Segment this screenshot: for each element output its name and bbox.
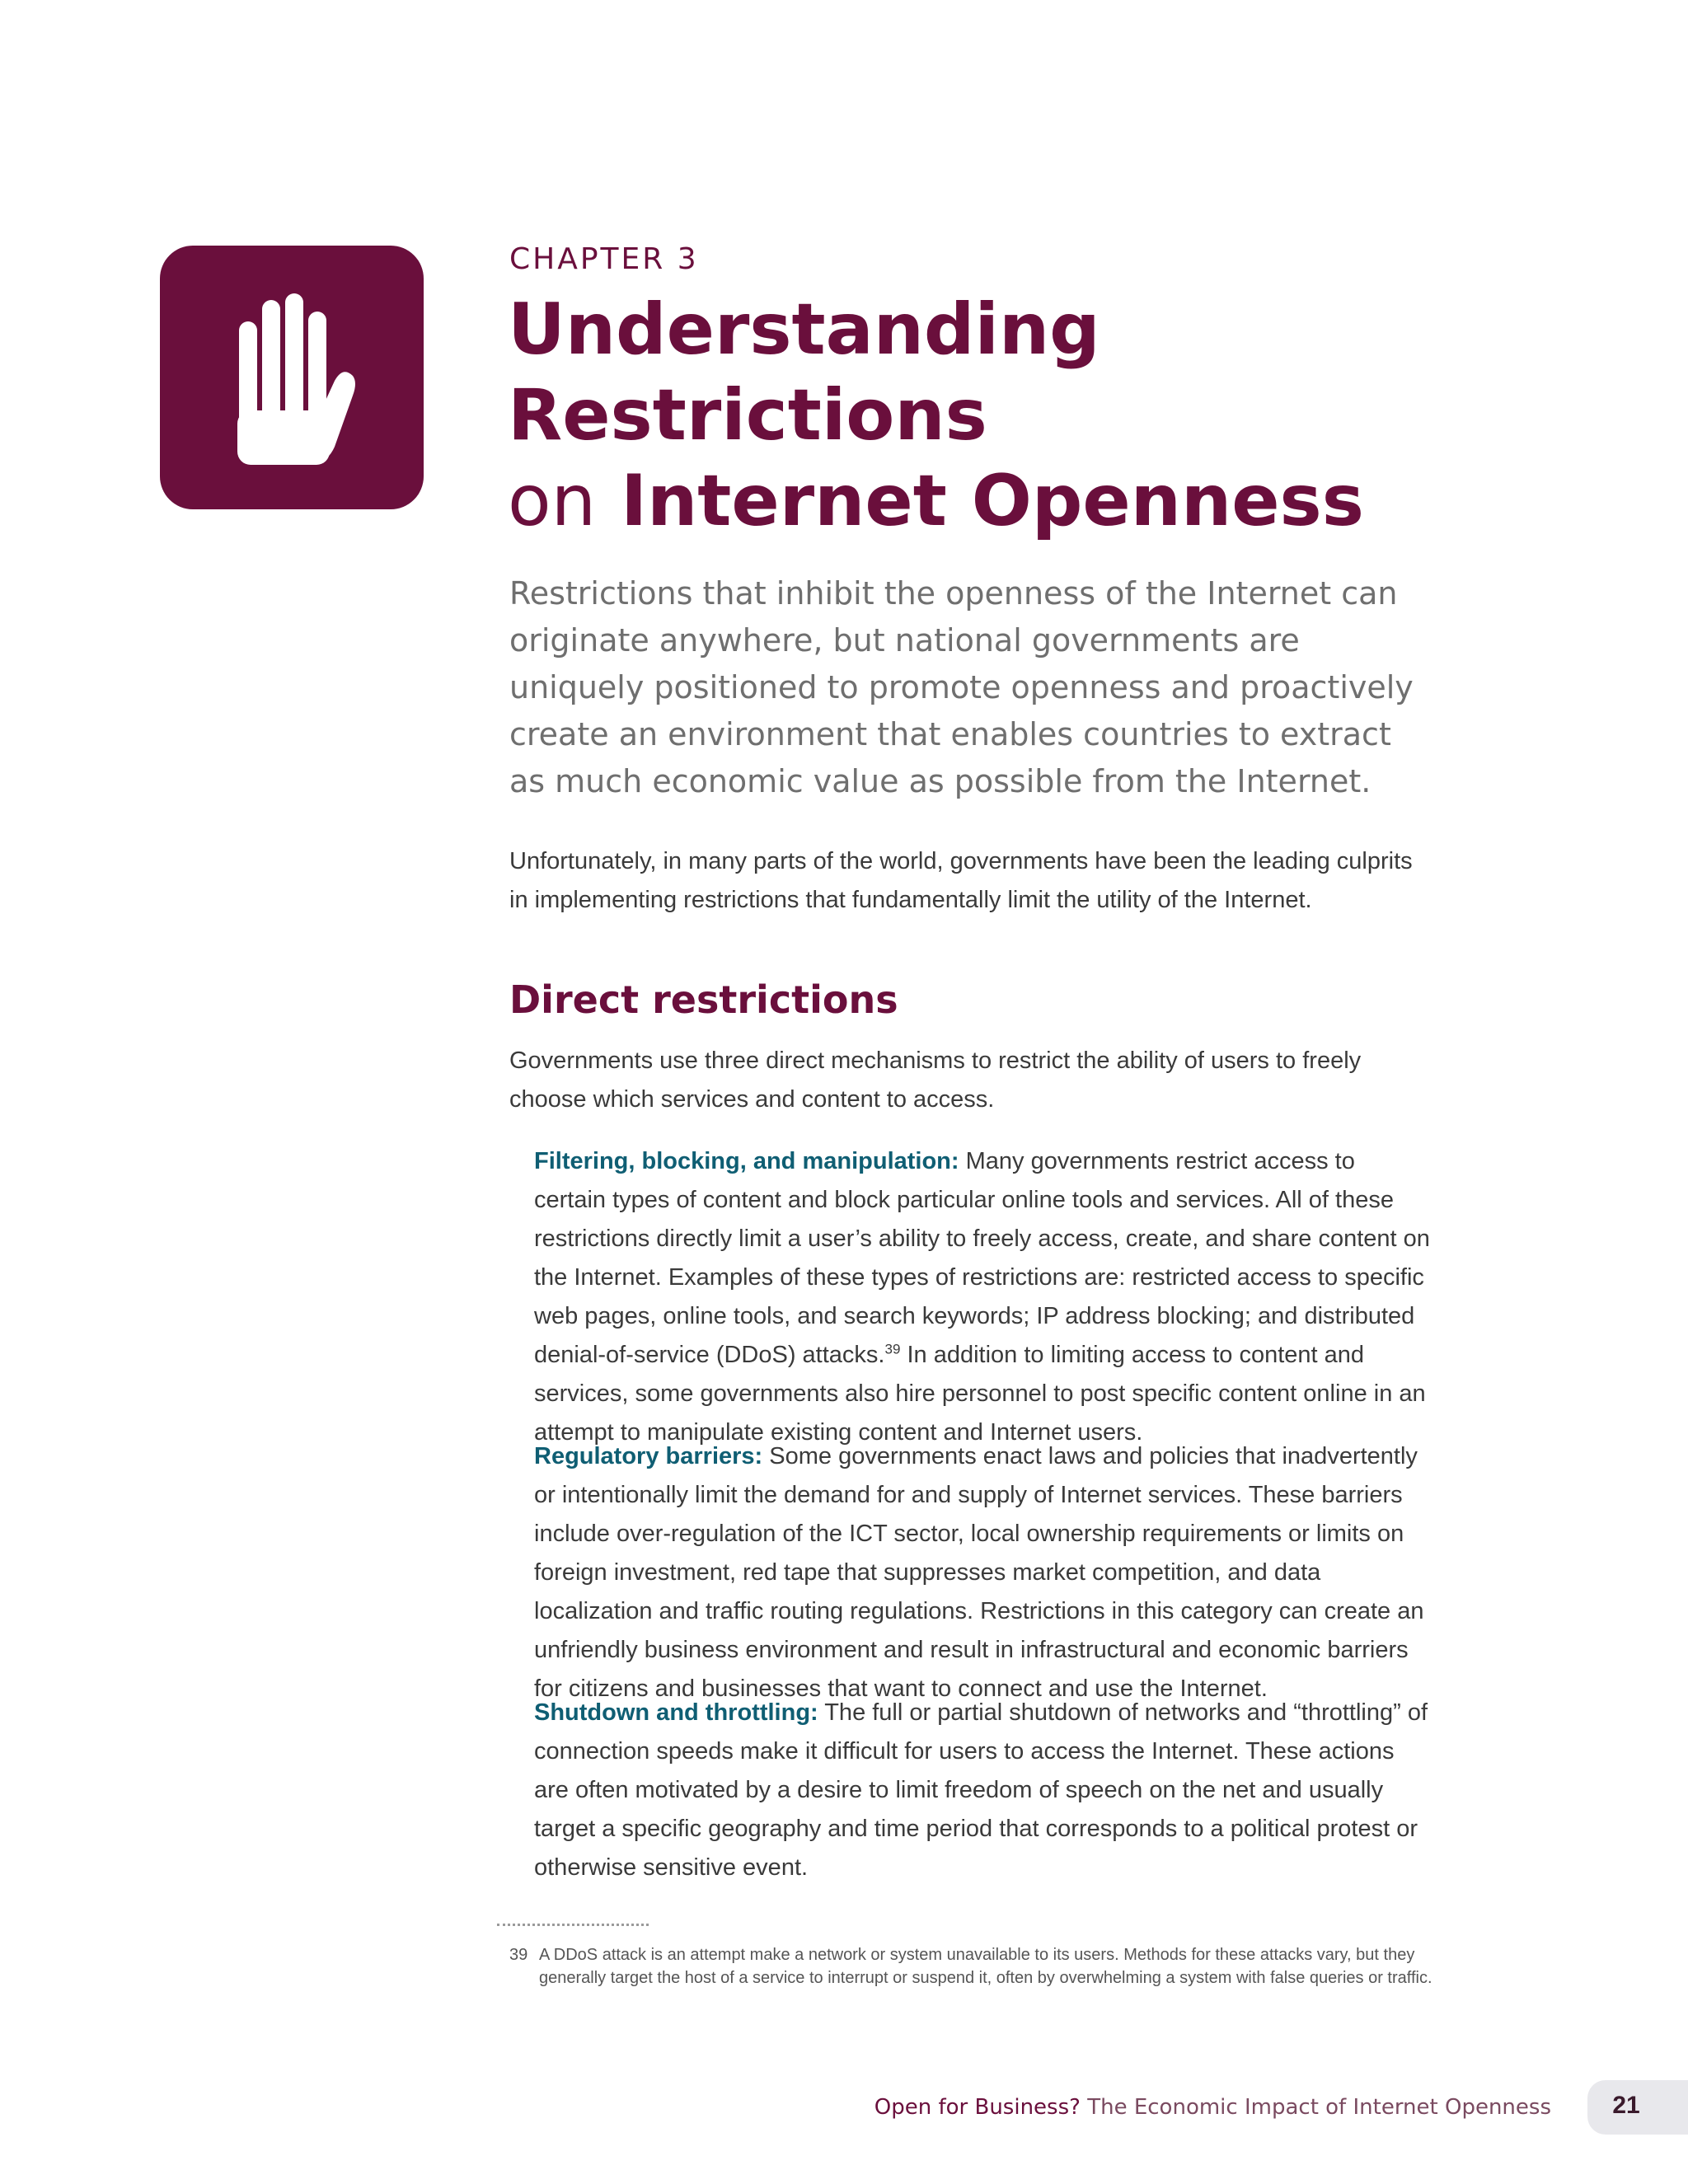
restriction-item-regulatory [534, 1437, 1431, 1708]
item-text: Some governments enact laws and policies that inadvertently or intentionally limit the demand for and supply of Internet services. These barriers include over-regulation of the ICT sector, local ownership requirements or limits on foreign investment, red tape that suppresses market competition, and data localization and traffic routing regulations. Restrictions in this category can create an unfriendly business environment and result in infrastructural and economic barriers for citizens and businesses that want to connect and use the Internet. [534, 1443, 1424, 1702]
intro-paragraph: Unfortunately, in many parts of the world, governments have been the leading culprits in implementing restrictions that fundamentally limit the utility of the Internet. [509, 848, 1413, 913]
item-term: Shutdown and throttling: [534, 1699, 818, 1726]
footnote-number: 39 [509, 1946, 528, 1964]
footnote-divider [497, 1924, 649, 1926]
chapter-label: CHAPTER 3 [509, 242, 699, 276]
raised-hand-icon [160, 246, 424, 509]
page-number-tab [1587, 2080, 1688, 2135]
item-text-continued: In addition to limiting access to content and services, some governments also hire personnel to post specific content online in an attempt to manipulate existing content and Internet users. [534, 1342, 1426, 1446]
item-text: The full or partial shutdown of networks and “throttling” of connection speeds make it difficult for users to access the Internet. These actions are often motivated by a desire to limit freedom of speech on the net and usually target a specific geography and time period that corresponds to a political protest or otherwise sensitive event. [534, 1699, 1428, 1881]
footnote-text: A DDoS attack is an attempt make a network or system unavailable to its users. Methods for these attacks vary, but they generally target the host of a service to interrupt or suspend it, often by overwhelming a system with false queries or traffic. [539, 1946, 1432, 1987]
item-text: Many governments restrict access to certain types of content and block particular online tools and services. All of these restrictions directly limit a user’s ability to freely access, create, and share content on the Internet. Examples of these types of restrictions are: restricted access to specific web pages, online tools, and search keywords; IP address blocking; and distributed denial-of-service (DDoS) attacks. [534, 1148, 1430, 1368]
item-term: Regulatory barriers: [534, 1443, 763, 1469]
footer-subtitle: The Economic Impact of Internet Openness [1080, 2095, 1551, 2120]
footnote-ref[interactable]: 39 [884, 1341, 901, 1357]
section-intro: Governments use three direct mechanisms to restrict the ability of users to freely choose which services and content to access. [509, 1047, 1362, 1113]
restriction-item-filtering [534, 1142, 1431, 1452]
chapter-icon-tile [160, 246, 424, 509]
chapter-title [508, 287, 1497, 544]
chapter-title-line1: Understanding Restrictions [508, 288, 1100, 457]
footnote [509, 1943, 1432, 1990]
item-term: Filtering, blocking, and manipulation: [534, 1148, 959, 1174]
page-number: 21 [1612, 2092, 1640, 2119]
footer-title: Open for Business? [874, 2095, 1081, 2120]
chapter-title-on: on [508, 460, 597, 542]
restriction-item-shutdown [534, 1694, 1431, 1887]
running-footer [874, 2095, 1551, 2120]
section-heading: Direct restrictions [509, 977, 898, 1022]
lead-paragraph: Restrictions that inhibit the openness of the Internet can originate anywhere, but national governments are uniquely positioned to promote openness and proactively create an environment that enables countries to extract as much economic value as possible from the Internet. [509, 575, 1414, 799]
chapter-title-line2: Internet Openness [621, 460, 1364, 542]
